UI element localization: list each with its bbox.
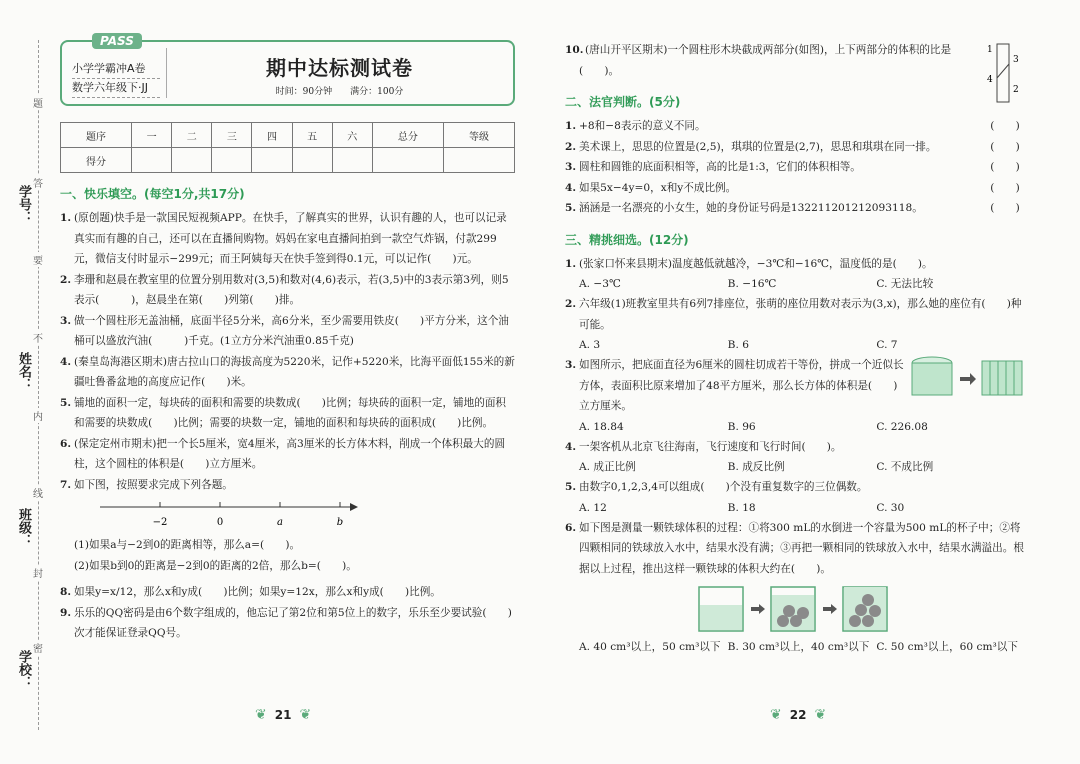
score-entry[interactable] <box>372 148 443 173</box>
question-text: 如下图，按照要求完成下列各题。 <box>74 478 233 491</box>
answer-blank[interactable]: ( ) <box>990 161 1020 173</box>
exam-meta: 时间：90分钟 满分：100分 <box>275 87 404 97</box>
tick-label: −2 <box>152 517 168 528</box>
option[interactable]: B. 96 <box>727 420 756 433</box>
fig-label: 1 <box>987 45 993 55</box>
question-text: (保定定州市期末)把一个长5厘米，宽4厘米，高3厘米的长方体木料，削成一个体积最大的圆柱，这个圆柱的体积是( )立方厘米。 <box>74 437 506 470</box>
question-text: 一架客机从北京飞往海南，飞行速度和飞行时间( )。 <box>579 440 842 453</box>
number-line-svg <box>100 495 360 535</box>
question-text: 李珊和赵晨在教室里的位置分别用数对(3,5)和数对(4,6)表示，若(3,5)中的3表示第3列，则5表示( )，赵晨坐在第( )列第( )排。 <box>74 273 509 306</box>
option[interactable]: A. 成正比例 <box>579 461 636 473</box>
question-number: 7. <box>60 478 72 491</box>
arrow-right-icon <box>823 604 837 614</box>
score-entry[interactable] <box>332 148 372 173</box>
question-text: 圆柱和圆锥的底面积相等，高的比是1:3，它们的体积相等。 <box>579 161 861 173</box>
leaf-icon: ❦ <box>299 707 312 723</box>
question-text: 如果5x−4y=0，x和y不成比例。 <box>579 181 737 194</box>
tf-question <box>565 178 1025 199</box>
iron-ball <box>862 594 874 606</box>
tf-question <box>565 137 1025 158</box>
leaf-icon: ❦ <box>255 707 267 723</box>
score-entry[interactable] <box>292 148 332 173</box>
table-cell: 二 <box>172 123 212 148</box>
right-page <box>565 40 1025 657</box>
option[interactable]: B. 6 <box>727 339 749 351</box>
question-number: 3. <box>565 359 577 371</box>
option[interactable]: B. −16℃ <box>727 278 777 290</box>
tf-question <box>565 116 1025 137</box>
question-number: 10. <box>565 44 584 56</box>
question-number: 5. <box>565 202 577 214</box>
tf-question <box>565 198 1025 219</box>
tick-label: a <box>277 517 283 528</box>
question-number: 3. <box>565 161 577 173</box>
sub-question: (2)如果b到0的距离是−2到0的距离的2倍，那么b=( )。 <box>74 559 357 572</box>
question-number: 8. <box>60 586 72 598</box>
fold-char: 题 <box>33 95 43 110</box>
mc-options <box>565 274 1025 294</box>
arrow-right-icon <box>960 373 976 385</box>
table-cell: 四 <box>252 123 292 148</box>
tick-label: 0 <box>216 517 224 528</box>
leaf-icon: ❦ <box>814 707 827 723</box>
student-id-label: 学号： <box>16 185 31 224</box>
mc-options <box>565 637 1025 657</box>
section-heading: 二、法官判断。(5分) <box>565 95 681 109</box>
question-number: 9. <box>60 606 72 619</box>
option[interactable]: C. 226.08 <box>876 420 928 433</box>
name-label: 姓名： <box>16 352 31 391</box>
question-text: 涵涵是一名漂亮的小女生，她的身份证号码是132211201212093118。 <box>579 202 923 214</box>
question <box>565 40 1025 81</box>
option[interactable]: B. 30 cm³以上，40 cm³以下 <box>727 641 870 653</box>
option[interactable]: B. 18 <box>727 501 756 514</box>
question-text: (秦皇岛海港区期末)唐古拉山口的海拔高度为5220米，记作+5220米，比海平面低155米的新疆吐鲁番盆地的高度应记作( )米。 <box>74 355 515 388</box>
leaf-icon: ❦ <box>770 707 782 723</box>
question-number: 2. <box>565 140 577 153</box>
option[interactable]: A. −3℃ <box>579 278 621 290</box>
cylinder-figure <box>981 40 1025 106</box>
grade-info: 数学六年级下·JJ <box>72 79 160 98</box>
question-text: 如果y=x/12，那么x和y成( )比例；如果y=12x，那么x和y成( )比例。 <box>74 586 441 598</box>
answer-blank[interactable]: ( ) <box>990 120 1020 132</box>
mc-options <box>565 498 1025 518</box>
iron-ball <box>777 615 789 627</box>
question <box>60 311 515 352</box>
page-footer-left <box>255 707 311 723</box>
series-info <box>72 60 160 98</box>
option[interactable]: C. 50 cm³以上，60 cm³以下 <box>876 641 1018 653</box>
question-text: +8和−8表示的意义不同。 <box>579 120 706 132</box>
mc-options <box>565 335 1025 355</box>
question-text: 六年级(1)班教室里共有6列7排座位，张萌的座位用数对表示为(3,x)，那么她的座位有( )种可能。 <box>579 298 1022 331</box>
table-cell: 六 <box>332 123 372 148</box>
fig-label: 4 <box>987 75 993 85</box>
question <box>60 582 515 603</box>
table-cell: 总分 <box>372 123 443 148</box>
question-text: 做一个圆柱形无盖油桶，底面半径5分米，高6分米，至少需要用铁皮( )平方分米，这个油桶可以盛放汽油( )千克。(1立方分米汽油重0.85千克) <box>74 314 509 347</box>
section-heading: 三、精挑细选。(12分) <box>565 232 689 247</box>
fold-char: 内 <box>33 408 43 423</box>
table-row <box>61 123 515 148</box>
answer-blank[interactable]: ( ) <box>990 181 1020 194</box>
table-cell: 三 <box>212 123 252 148</box>
question <box>60 603 515 644</box>
question-3-block <box>565 355 1025 417</box>
beaker-figure <box>695 583 895 635</box>
score-entry[interactable] <box>172 148 212 173</box>
mc-options <box>565 417 1025 437</box>
question <box>60 393 515 434</box>
tf-question <box>565 157 1025 178</box>
table-cell: 一 <box>132 123 172 148</box>
option[interactable]: C. 7 <box>876 339 898 351</box>
cylinder-side <box>912 363 952 395</box>
question-number: 1. <box>60 212 72 224</box>
question-number: 4. <box>60 355 72 368</box>
question <box>60 352 515 393</box>
number-line <box>100 495 360 535</box>
table-cell: 等级 <box>443 123 514 148</box>
table-cell: 得分 <box>61 148 132 173</box>
water-1 <box>700 605 742 630</box>
question-number: 4. <box>565 181 577 194</box>
question-number: 6. <box>565 521 577 534</box>
question-number: 1. <box>565 257 577 270</box>
mc-question <box>565 437 1025 458</box>
question-text: (原创题)快手是一款国民短视频APP。在快手，了解真实的世界，认识有趣的人，也可以记录真实而有趣的自己，还可以在直播间购物。妈妈在家电直播间拍到一款空气炸锅，付款299元，微信支付时显示−299元；而王阿姨每天在快手签到得0.1元，可以记作( )元。 <box>74 212 507 265</box>
left-page <box>60 34 515 644</box>
option[interactable]: B. 成反比例 <box>727 461 785 473</box>
answer-blank[interactable]: ( ) <box>990 202 1020 214</box>
fold-char: 不 <box>33 330 43 345</box>
table-row <box>61 148 515 173</box>
class-label: 班级： <box>16 508 31 547</box>
score-entry[interactable] <box>252 148 292 173</box>
mc-options <box>565 457 1025 477</box>
iron-ball <box>797 607 809 619</box>
question <box>60 208 515 270</box>
page-title: 期中达标测试卷 <box>266 56 413 80</box>
question-number: 2. <box>60 273 72 286</box>
question-text: 铺地的面积一定，每块砖的面积和需要的块数成( )比例；每块砖的面积一定，铺地的面积和需要的块数成( )比例；需要的块数一定，铺地的面积和每块砖的面积成( )比例。 <box>74 396 507 429</box>
question-number: 4. <box>565 440 577 453</box>
fig-label: 3 <box>1013 55 1019 65</box>
fold-char: 密 <box>33 640 43 655</box>
pass-badge: PASS <box>92 33 142 49</box>
question-10 <box>565 40 1025 95</box>
question-number: 6. <box>60 437 72 450</box>
answer-blank[interactable]: ( ) <box>990 140 1020 153</box>
iron-ball <box>855 604 867 616</box>
page-footer-right <box>770 707 826 723</box>
option[interactable]: A. 3 <box>579 339 601 351</box>
cut-line <box>997 64 1009 78</box>
score-table <box>60 122 515 173</box>
question <box>60 434 515 475</box>
question-text: 乐乐的QQ密码是由6个数字组成的，他忘记了第2位和第5位上的数字，乐乐至少要试验( )次才能保证登录QQ号。 <box>74 606 512 639</box>
question-text: 美术课上，思思的位置是(2,5)，琪琪的位置是(2,7)，思思和琪琪在同一排。 <box>579 140 937 153</box>
option[interactable]: A. 18.84 <box>579 420 624 433</box>
question-number: 1. <box>565 120 577 132</box>
sub-question: (1)如果a与−2到0的距离相等，那么a=( )。 <box>74 539 301 551</box>
option[interactable]: C. 不成比例 <box>876 461 934 473</box>
mc-question <box>565 294 1025 335</box>
series-name: 小学学霸冲A卷 <box>72 60 160 79</box>
cylinder-body <box>997 44 1009 102</box>
fold-char: 答 <box>33 175 43 190</box>
page-number: 22 <box>789 708 807 722</box>
arrow-right-icon <box>751 604 765 614</box>
iron-ball <box>862 615 874 627</box>
arrow-icon <box>350 503 358 511</box>
score-entry[interactable] <box>212 148 252 173</box>
mc-question <box>565 477 1025 498</box>
question-text: 如图所示，把底面直径为6厘米的圆柱切成若干等份，拼成一个近似长方体，表面积比原来增加了48平方厘米，那么长方体的体积是( )立方厘米。 <box>579 359 904 412</box>
school-label: 学校： <box>16 650 31 689</box>
option[interactable]: C. 30 <box>876 501 905 514</box>
question-number: 3. <box>60 314 72 327</box>
question <box>60 475 515 496</box>
option[interactable]: A. 40 cm³以上，50 cm³以下 <box>579 641 721 653</box>
question-text: (张家口怀来县期末)温度越低就越冷，−3℃和−16℃，温度低的是( )。 <box>579 257 933 270</box>
mc-question <box>565 254 1025 275</box>
fig-label: 2 <box>1013 85 1019 95</box>
iron-ball <box>783 605 795 617</box>
page-number: 21 <box>274 708 292 722</box>
iron-ball <box>869 605 881 617</box>
binding-margin <box>8 40 52 730</box>
question <box>60 270 515 311</box>
mc-question <box>565 518 1025 580</box>
score-entry[interactable] <box>132 148 172 173</box>
question-number: 5. <box>60 396 72 409</box>
table-cell: 题序 <box>61 123 132 148</box>
cylinder-to-cuboid-figure <box>910 355 1025 401</box>
fold-char: 封 <box>33 565 43 580</box>
section-heading: 一、快乐填空。(每空1分,共17分) <box>60 187 245 201</box>
question-text: 如下图是测量一颗铁球体积的过程：①将300 mL的水倒进一个容量为500 mL的杯子中；②将四颗相同的铁球放入水中，结果水没有满；③再把一颗相同的铁球放入水中，结果水满溢出。根据以上过程，推出这样一颗铁球的体积大约在( )。 <box>579 521 1024 575</box>
tick-label: b <box>336 517 344 528</box>
question-number: 5. <box>565 481 577 493</box>
fold-char: 要 <box>33 252 43 267</box>
score-entry[interactable] <box>443 148 514 173</box>
cuboid <box>982 361 1022 395</box>
exam-header <box>60 34 515 106</box>
question-number: 2. <box>565 298 577 310</box>
fold-line <box>38 40 39 730</box>
question-text: 由数字0,1,2,3,4可以组成( )个没有重复数字的三位偶数。 <box>579 481 868 493</box>
table-cell: 五 <box>292 123 332 148</box>
question-text: (唐山开平区期末)一个圆柱形木块截成两部分(如图)，上下两部分的体积的比是( )。 <box>579 44 952 77</box>
option[interactable]: A. 12 <box>579 501 607 514</box>
fold-char: 线 <box>33 485 43 500</box>
option[interactable]: C. 无法比较 <box>876 278 934 290</box>
iron-ball <box>849 615 861 627</box>
